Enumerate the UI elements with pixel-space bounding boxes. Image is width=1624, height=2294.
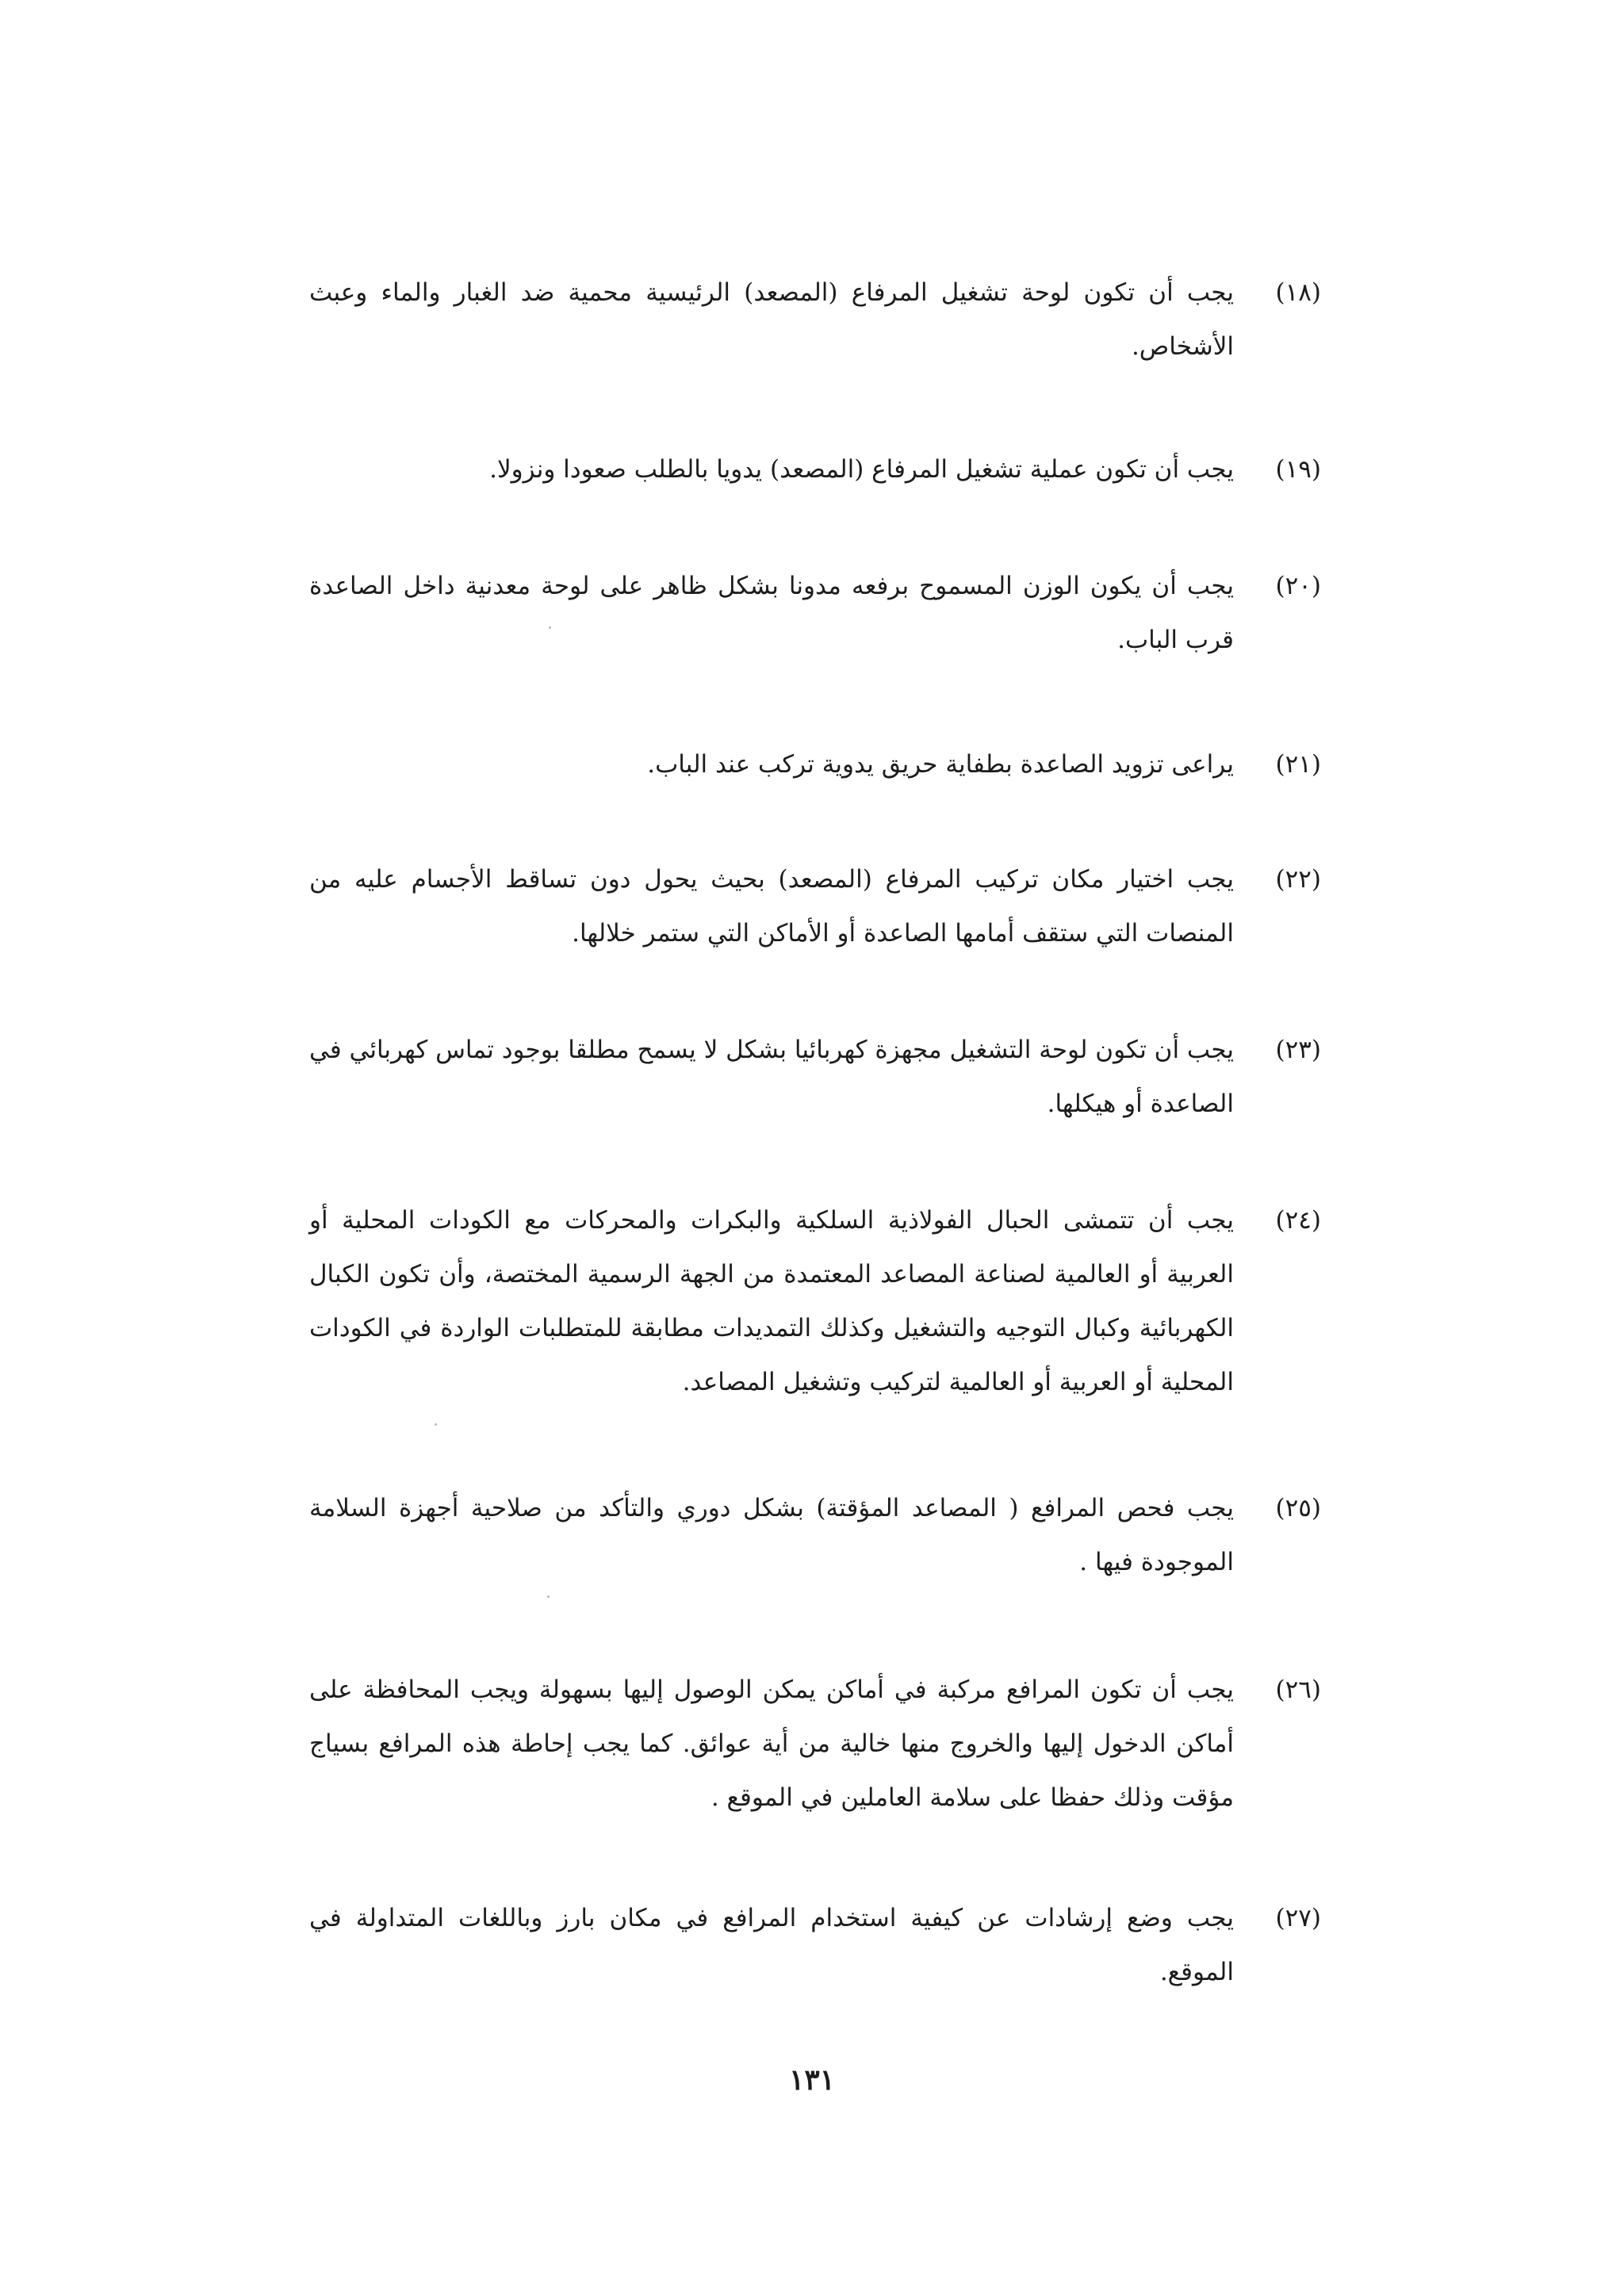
item-number: (٢٢): [1275, 865, 1321, 894]
item-number: (٢٠): [1275, 572, 1321, 600]
list-item-24: [309, 1193, 1321, 1409]
list-item-25: [309, 1481, 1321, 1589]
item-text: يجب أن تكون عملية تشغيل المرفاع (المصعد) يدويا بالطلب صعودا ونزولا.: [489, 455, 1234, 484]
item-text: يجب أن تكون لوحة تشغيل المرفاع (المصعد) الرئيسية محمية ضد الغبار والماء وعبث الأشخاص.: [309, 278, 1234, 361]
page-number: ١٣١: [788, 2063, 835, 2097]
item-text: يجب فحص المرافع ( المصاعد المؤقتة) بشكل دوري والتأكد من صلاحية أجهزة السلامة الموجودة فيها .: [309, 1494, 1234, 1576]
item-text: يراعى تزويد الصاعدة بطفاية حريق يدوية تركب عند الباب.: [647, 750, 1234, 779]
list-item-23: [309, 1023, 1321, 1131]
item-number: (١٩): [1275, 455, 1321, 484]
scan-speck: [547, 1595, 550, 1598]
scan-speck: [549, 626, 551, 629]
item-text: يجب أن يكون الوزن المسموح برفعه مدونا بشكل ظاهر على لوحة معدنية داخل الصاعدة قرب الباب.: [309, 572, 1234, 654]
item-number: (١٨): [1275, 278, 1321, 307]
item-text: يجب أن تتمشى الحبال الفولاذية السلكية والبكرات والمحركات مع الكودات المحلية أو العربية أو العالمية لصناعة المصاعد المعتمدة من الجهة الرسمية المختصة، وأن تكون الكبال الكهربائية وكبال التوجيه والتشغيل وكذلك التمديدات مطابقة للمتطلبات الواردة في الكودات المحلية أو العربية أو العالمية لتركيب وتشغيل المصاعد.: [309, 1206, 1234, 1396]
item-text: يجب اختيار مكان تركيب المرفاع (المصعد) بحيث يحول دون تساقط الأجسام عليه من المنصات التي ستقف أمامها الصاعدة أو الأماكن التي ستمر خلالها.: [309, 865, 1234, 948]
item-text: يجب أن تكون لوحة التشغيل مجهزة كهربائيا بشكل لا يسمح مطلقا بوجود تماس كهربائي في الصاعدة أو هيكلها.: [309, 1036, 1234, 1118]
item-text: يجب وضع إرشادات عن كيفية استخدام المرافع في مكان بارز وباللغات المتداولة في الموقع.: [309, 1904, 1234, 1986]
list-item-18: [309, 266, 1321, 373]
list-item-21: [309, 737, 1321, 791]
list-item-20: [309, 559, 1321, 667]
item-number: (٢٣): [1275, 1036, 1321, 1064]
item-number: (٢١): [1275, 750, 1321, 779]
list-item-27: [309, 1891, 1321, 1999]
item-number: (٢٤): [1275, 1206, 1321, 1235]
item-number: (٢٦): [1275, 1676, 1321, 1704]
item-number: (٢٧): [1275, 1904, 1321, 1932]
item-number: (٢٥): [1275, 1494, 1321, 1522]
list-item-26: [309, 1663, 1321, 1825]
list-item-19: [309, 442, 1321, 496]
list-item-22: [309, 852, 1321, 960]
scan-speck: [435, 1423, 437, 1426]
item-text: يجب أن تكون المرافع مركبة في أماكن يمكن الوصول إليها بسهولة ويجب المحافظة على أماكن الدخول إليها والخروج منها خالية من أية عوائق. كما يجب إحاطة هذه المرافع بسياج مؤقت وذلك حفظا على سلامة العاملين في الموقع .: [309, 1676, 1234, 1812]
